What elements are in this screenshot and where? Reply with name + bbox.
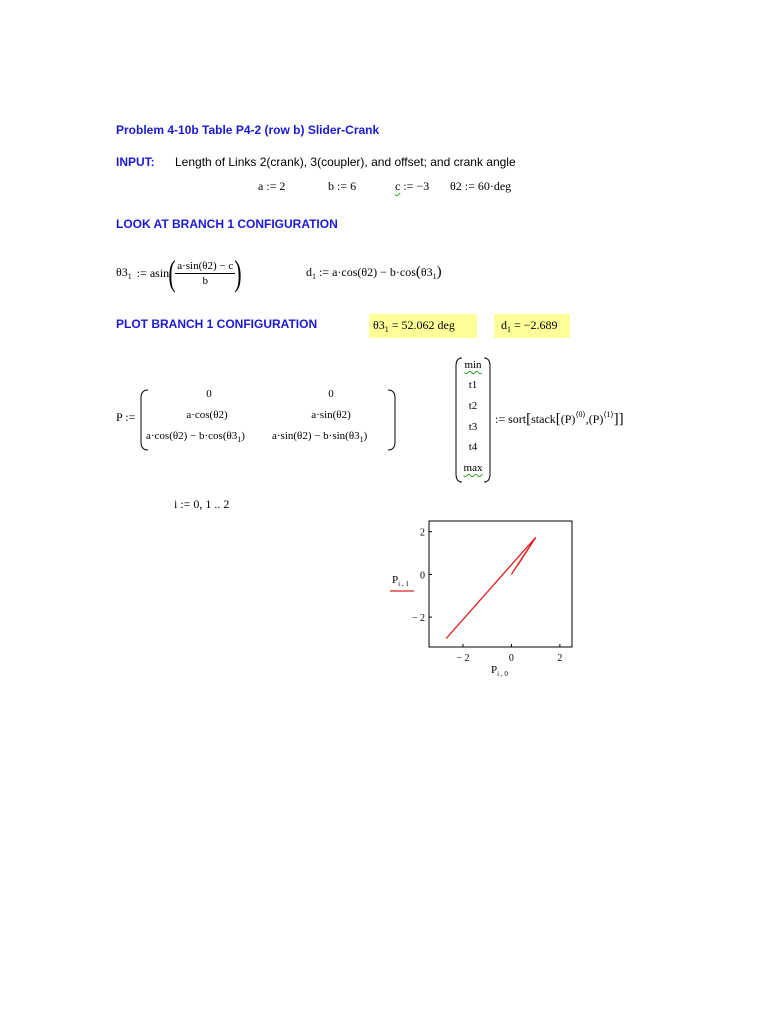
vector-item: max <box>463 462 483 474</box>
x-tick-label: 0 <box>508 653 514 664</box>
plot-chart[interactable] <box>380 510 580 680</box>
x-tick-label: − 2 <box>456 653 470 664</box>
matrix-cell: 0 <box>328 388 334 400</box>
theta3-numerator: a·sin(θ2) − c <box>177 259 234 272</box>
plot-heading: PLOT BRANCH 1 CONFIGURATION <box>116 317 318 331</box>
y-tick-label: 0 <box>420 570 425 582</box>
vector-item: min <box>464 359 482 371</box>
x-axis-label: $P_{i , 0}$ <box>491 664 508 678</box>
d1-result: $d_1 = -2.689$ <box>494 314 570 338</box>
theta3-fraction <box>175 260 235 287</box>
series-line <box>446 537 535 638</box>
theta3-assign: := asin <box>136 265 170 280</box>
vector-item: t3 <box>468 421 478 433</box>
right-paren: ) <box>234 253 242 293</box>
p-matrix-lhs: P := <box>116 410 136 424</box>
matrix-cell: a·cos(θ2) <box>186 409 228 421</box>
vector-item: t4 <box>468 441 478 453</box>
x-tick-label: 2 <box>557 653 563 664</box>
vector-item: t2 <box>468 400 478 412</box>
theta2-definition[interactable]: θ2 := 60·deg <box>450 179 512 193</box>
y-tick-label: − 2 <box>411 613 425 625</box>
a-definition[interactable]: a := 2 <box>258 179 286 193</box>
d1-equation[interactable]: $d_1$ := $a\cdot\cos(\theta 2) - b\cdot\cos(\theta 3_1)$ <box>306 264 442 281</box>
theta3-result: $\theta 3_1 = 52.062$ deg <box>369 314 477 338</box>
theta3-lhs: $\theta 3_1$ <box>116 265 132 281</box>
y-tick-label: 2 <box>420 527 425 539</box>
matrix-cell: $a\cdot\cos(\theta 2) - b\cdot\cos(\theta 3_1)$ <box>146 430 245 444</box>
branch-heading: LOOK AT BRANCH 1 CONFIGURATION <box>116 217 338 231</box>
c-definition[interactable] <box>395 179 429 194</box>
input-label: INPUT: <box>116 155 155 169</box>
page-title: Problem 4-10b Table P4-2 (row b) Slider-Crank <box>116 123 380 137</box>
crank-segment <box>518 537 536 565</box>
y-axis-label: $P_{i , 1}$ <box>392 574 409 588</box>
chart-marks <box>446 537 535 638</box>
matrix-cell: $a\cdot\sin(\theta 2) - b\cdot\sin(\theta 3_1)$ <box>272 430 368 444</box>
left-paren: ( <box>168 253 176 293</box>
range-definition[interactable]: i := 0, 1 .. 2 <box>174 497 230 511</box>
plot-frame <box>429 521 572 647</box>
matrix-cell: 0 <box>206 388 212 400</box>
theta3-denominator: b <box>202 274 208 287</box>
chart-ticks <box>412 528 563 664</box>
b-definition[interactable]: b := 6 <box>328 179 357 193</box>
c-variable: c <box>395 179 401 193</box>
vector-item: t1 <box>468 379 478 391</box>
matrix-cell: a·sin(θ2) <box>311 409 351 421</box>
theta3-equation[interactable] <box>116 255 241 291</box>
input-description: Length of Links 2(crank), 3(coupler), and offset; and crank angle <box>175 155 516 169</box>
sort-expression[interactable]: := $sort[stack[(P)^{⟨0⟩},(P)^{⟨1⟩}]]$ <box>495 410 624 427</box>
c-value: := −3 <box>403 179 430 193</box>
